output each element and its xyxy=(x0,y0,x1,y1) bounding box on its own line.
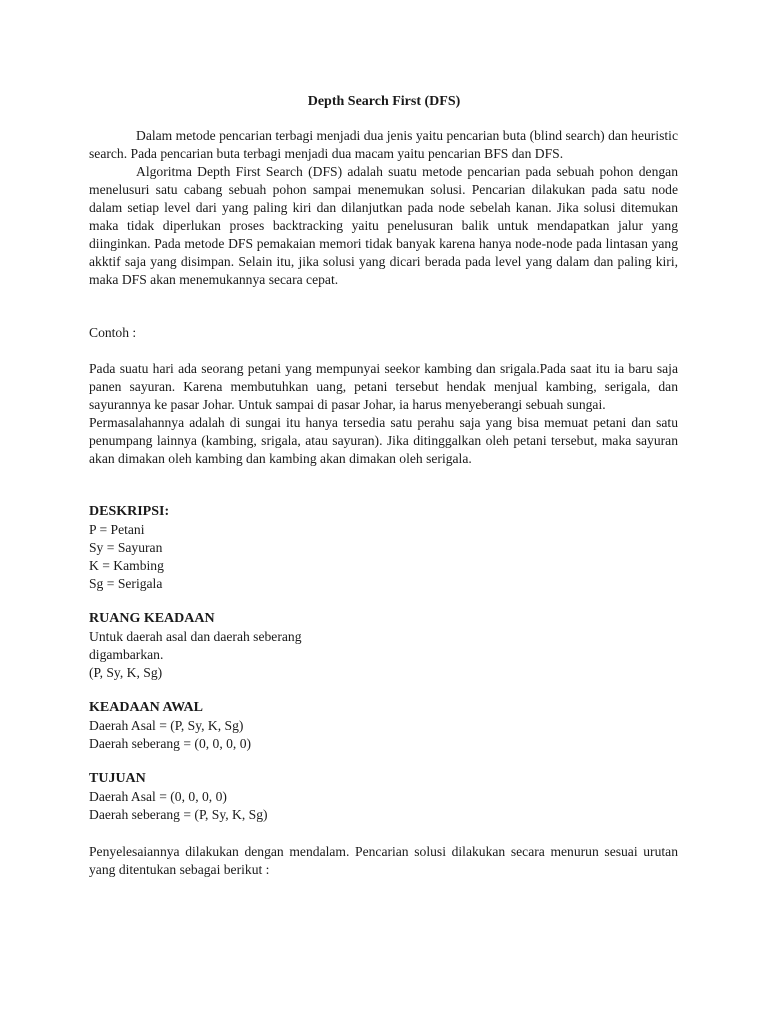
story-paragraph-2: Permasalahannya adalah di sungai itu hanya tersedia satu perahu saja yang bisa memuat petani dan satu penumpang lainnya (kambing, srigala, atau sayuran). Jika ditinggalkan oleh petani tersebut, maka sayuran akan dimakan oleh kambing dan kambing akan dimakan oleh serigala. xyxy=(89,415,678,466)
contoh-label: Contoh : xyxy=(89,325,137,340)
ruang-keadaan-heading: RUANG KEADAAN xyxy=(89,611,215,626)
document-title: Depth Search First (DFS) xyxy=(307,94,461,109)
keadaan-awal-section xyxy=(89,699,678,753)
story-section xyxy=(89,360,678,468)
ruang-keadaan-line: Untuk daerah asal dan daerah seberang xyxy=(89,629,302,644)
deskripsi-line: Sg = Serigala xyxy=(89,576,163,591)
tujuan-line: Daerah Asal = (0, 0, 0, 0) xyxy=(89,789,227,804)
story-paragraph-1: Pada suatu hari ada seorang petani yang mempunyai seekor kambing dan srigala.Pada saat itu ia baru saja panen sayuran. Karena membutuhkan uang, petani tersebut hendak menjual kambing, serigala, dan sayurannya ke pasar Johar. Untuk sampai di pasar Johar, ia harus menyeberangi sebuah sungai. xyxy=(89,361,678,412)
keadaan-awal-line: Daerah Asal = (P, Sy, K, Sg) xyxy=(89,718,244,733)
tujuan-section xyxy=(89,770,678,824)
deskripsi-line: Sy = Sayuran xyxy=(89,540,163,555)
closing-paragraph: Penyelesaiannya dilakukan dengan mendalam. Pencarian solusi dilakukan secara menurun sesuai urutan yang ditentukan sebagai berikut : xyxy=(89,844,678,877)
ruang-keadaan-section xyxy=(89,610,678,682)
intro-section xyxy=(89,127,678,289)
intro-paragraph-1: Dalam metode pencarian terbagi menjadi dua jenis yaitu pencarian buta (blind search) dan heuristic search. Pada pencarian buta terbagi menjadi dua macam yaitu pencarian BFS dan DFS. xyxy=(89,128,678,161)
ruang-keadaan-line: (P, Sy, K, Sg) xyxy=(89,665,163,680)
keadaan-awal-heading: KEADAAN AWAL xyxy=(89,700,203,715)
intro-paragraph-2: Algoritma Depth First Search (DFS) adalah suatu metode pencarian pada sebuah pohon dengan menelusuri satu cabang sebuah pohon sampai menemukan solusi. Pencarian dilakukan pada satu node dalam setiap level dari yang paling kiri dan dilanjutkan pada node sebelah kanan. Jika solusi ditemukan maka tidak diperlukan proses backtracking yaitu penelusuran balik untuk mendapatkan jalur yang diinginkan. Pada metode DFS pemakaian memori tidak banyak karena hanya node-node pada lintasan yang akktif saja yang disimpan. Selain itu, jika solusi yang dicari berada pada level yang dalam dan paling kiri, maka DFS akan menemukannya secara cepat. xyxy=(89,164,678,287)
deskripsi-line: P = Petani xyxy=(89,522,145,537)
tujuan-line: Daerah seberang = (P, Sy, K, Sg) xyxy=(89,807,268,822)
ruang-keadaan-line: digambarkan. xyxy=(89,647,164,662)
tujuan-heading: TUJUAN xyxy=(89,771,146,786)
deskripsi-heading: DESKRIPSI: xyxy=(89,504,170,519)
deskripsi-section xyxy=(89,503,678,593)
keadaan-awal-line: Daerah seberang = (0, 0, 0, 0) xyxy=(89,736,252,751)
deskripsi-line: K = Kambing xyxy=(89,558,164,573)
